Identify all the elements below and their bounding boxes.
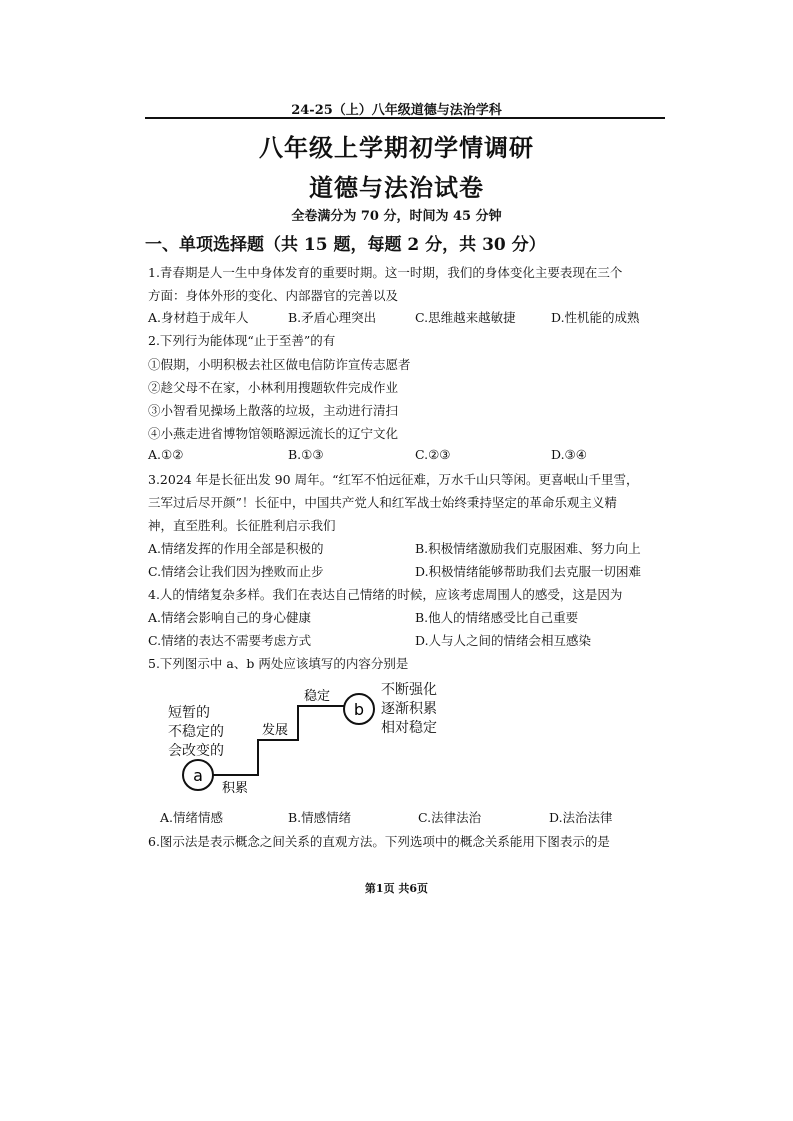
q4-option-c: C.情绪的表达不需要考虑方式 — [148, 633, 312, 648]
diagram-left-line-1: 短暂的 — [168, 705, 210, 721]
diagram-right-line-2: 逐渐积累 — [381, 701, 437, 717]
q3-option-b: B.积极情绪激励我们克服困难、努力向上 — [415, 541, 641, 556]
q6-stem: 6.图示法是表示概念之间关系的直观方法。下列选项中的概念关系能用下图表示的是 — [148, 834, 610, 849]
exam-main-title: 八年级上学期初学情调研 — [259, 133, 534, 162]
q2-option-c: C.②③ — [415, 447, 451, 462]
q2-item-4: ④小燕走进省博物馆领略源远流长的辽宁文化 — [148, 426, 399, 441]
q4-stem: 4.人的情绪复杂多样。我们在表达自己情绪的时候，应该考虑周围人的感受，这是因为 — [148, 587, 623, 602]
step-label-stable: 稳定 — [304, 689, 331, 704]
exam-subject-title: 道德与法治试卷 — [309, 173, 484, 202]
q1-option-b: B.矛盾心理突出 — [288, 310, 377, 325]
q1-stem-line1: 1.青春期是人一生中身体发育的重要时期。这一时期，我们的身体变化主要表现在三个 — [148, 265, 623, 280]
q3-option-d: D.积极情绪能够帮助我们去克服一切困难 — [415, 564, 642, 579]
node-a-label: a — [193, 766, 203, 785]
staircase-line — [213, 706, 345, 775]
diagram-right-line-1: 不断强化 — [381, 682, 437, 698]
diagram-right-line-3: 相对稳定 — [381, 720, 437, 736]
step-label-accumulate: 积累 — [222, 781, 249, 796]
q2-item-2: ②趁父母不在家，小林利用搜题软件完成作业 — [148, 380, 399, 395]
q1-stem-line2: 方面：身体外形的变化、内部器官的完善以及 — [148, 288, 399, 303]
q1-option-d: D.性机能的成熟 — [551, 310, 640, 325]
q3-stem-line3: 神，直至胜利。长征胜利启示我们 — [148, 518, 336, 533]
q3-stem-line1: 3.2024 年是长征出发 90 周年。“红军不怕远征难，万水千山只等闲。更喜岷山千里雪， — [148, 472, 639, 487]
q2-item-1: ①假期，小明积极去社区做电信防诈宣传志愿者 — [148, 357, 411, 372]
q4-option-b: B.他人的情绪感受比自己重要 — [415, 610, 579, 625]
q1-option-a: A.身材趋于成年人 — [148, 310, 249, 325]
exam-header-label: 24-25（上）八年级道德与法治学科 — [291, 103, 502, 118]
q4-option-d: D.人与人之间的情绪会相互感染 — [415, 633, 592, 648]
q2-option-a: A.①② — [148, 447, 184, 462]
page-number: 第1页 共6页 — [364, 882, 429, 895]
q5-stem: 5.下列图示中 a、b 两处应该填写的内容分别是 — [148, 656, 409, 671]
q5-option-d: D.法治法律 — [549, 810, 613, 825]
q2-option-b: B.①③ — [288, 447, 324, 462]
diagram-left-line-3: 会改变的 — [168, 743, 224, 759]
q1-option-c: C.思维越来越敏捷 — [415, 310, 516, 325]
node-b-label: b — [353, 700, 365, 719]
q5-option-b: B.情感情绪 — [288, 810, 352, 825]
q2-option-d: D.③④ — [551, 447, 587, 462]
exam-info: 全卷满分为 70 分，时间为 45 分钟 — [291, 209, 502, 224]
q2-item-3: ③小智看见操场上散落的垃圾，主动进行清扫 — [148, 403, 399, 418]
q3-option-c: C.情绪会让我们因为挫败而止步 — [148, 564, 324, 579]
q5-option-a: A.情绪情感 — [160, 810, 224, 825]
q3-stem-line2: 三军过后尽开颜”！长征中，中国共产党人和红军战士始终秉持坚定的革命乐观主义精 — [148, 495, 617, 510]
step-label-develop: 发展 — [262, 723, 289, 738]
q5-option-c: C.法律法治 — [418, 810, 482, 825]
q2-stem: 2.下列行为能体现“止于至善”的有 — [148, 333, 336, 348]
section-heading: 一、单项选择题（共 15 题，每题 2 分，共 30 分） — [145, 235, 546, 255]
q4-option-a: A.情绪会影响自己的身心健康 — [148, 610, 312, 625]
q3-option-a: A.情绪发挥的作用全部是积极的 — [148, 541, 324, 556]
diagram-left-line-2: 不稳定的 — [168, 724, 224, 740]
